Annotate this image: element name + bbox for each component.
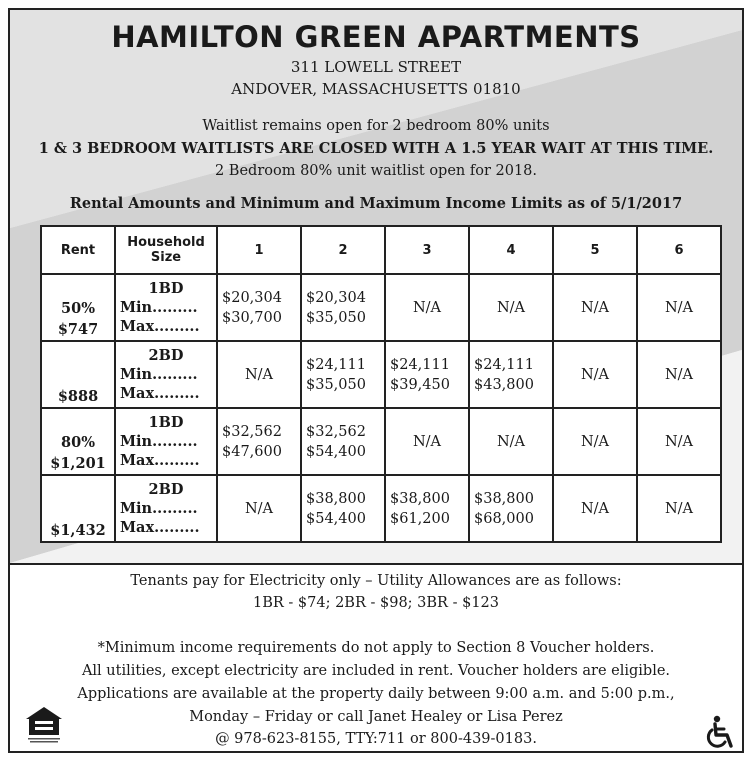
address-street: 311 LOWELL STREET: [290, 58, 462, 76]
na-cell: N/A: [385, 274, 469, 341]
income-cell: [385, 341, 469, 408]
utility-note: Tenants pay for Electricity only – Utility Allowances are as follows:: [130, 573, 622, 589]
max-label: Max.........: [120, 519, 200, 536]
rent-cell: [41, 274, 115, 341]
max-income: $35,050: [306, 309, 366, 326]
rent-amount: $747: [57, 321, 99, 338]
min-income: $24,111: [474, 356, 534, 373]
flyer: [8, 8, 744, 753]
min-income: $24,111: [390, 356, 450, 373]
contact-phone: @ 978-623-8155, TTY:711 or 800-439-0183.: [215, 731, 537, 747]
rent-amount: $1,432: [50, 522, 106, 539]
rent-amount: $1,201: [50, 455, 106, 472]
income-cell: [301, 274, 385, 341]
min-income: $38,800: [306, 490, 366, 507]
max-income: $54,400: [306, 510, 366, 527]
footer-panel: [10, 565, 742, 751]
table-row: [41, 341, 721, 408]
max-income: $39,450: [390, 376, 450, 393]
utilities-included-note: All utilities, except electricity are included in rent. Voucher holders are eligible.: [81, 663, 671, 679]
min-label: Min.........: [120, 433, 198, 450]
na-cell: N/A: [637, 341, 721, 408]
min-label: Min.........: [120, 366, 198, 383]
bedroom-label: 1BD: [148, 414, 184, 431]
na-cell: N/A: [637, 274, 721, 341]
voucher-note: *Minimum income requirements do not apply to Section 8 Voucher holders.: [97, 640, 655, 656]
page-title: HAMILTON GREEN APARTMENTS: [111, 20, 641, 54]
table-row: [41, 408, 721, 475]
na-cell: N/A: [553, 408, 637, 475]
col-header-size-3: 3: [385, 226, 469, 274]
max-income: $61,200: [390, 510, 450, 527]
header-panel: [10, 10, 742, 565]
household-cell: [115, 341, 217, 408]
rent-cell: [41, 408, 115, 475]
household-cell: [115, 274, 217, 341]
table-heading: Rental Amounts and Minimum and Maximum Income Limits as of 5/1/2017: [69, 195, 683, 212]
max-income: $30,700: [222, 309, 282, 326]
rent-cell: [41, 475, 115, 542]
min-income: $32,562: [306, 423, 366, 440]
wheelchair-accessible-icon: [703, 715, 739, 751]
income-cell: [301, 475, 385, 542]
waitlist-2018-note: 2 Bedroom 80% unit waitlist open for 2018.: [214, 163, 538, 179]
rent-amount: $888: [57, 388, 99, 405]
na-cell: N/A: [637, 408, 721, 475]
max-income: $54,400: [306, 443, 366, 460]
applications-note: Applications are available at the property daily between 9:00 a.m. and 5:00 p.m.,: [77, 686, 675, 702]
min-income: $38,800: [390, 490, 450, 507]
col-header-rent: Rent: [41, 226, 115, 274]
income-cell: [301, 408, 385, 475]
contact-names: Monday – Friday or call Janet Healey or Lisa Perez: [189, 709, 563, 725]
equal-housing-opportunity-icon: [24, 705, 64, 745]
household-cell: [115, 475, 217, 542]
col-header-size-5: 5: [553, 226, 637, 274]
col-header-size-1: 1: [217, 226, 301, 274]
max-income: $47,600: [222, 443, 282, 460]
income-cell: [469, 341, 553, 408]
rent-percent: 50%: [61, 300, 95, 317]
na-cell: N/A: [553, 341, 637, 408]
max-label: Max.........: [120, 318, 200, 335]
min-income: $20,304: [306, 289, 366, 306]
table-header-row: [41, 226, 721, 274]
address-city: ANDOVER, MASSACHUSETTS 01810: [231, 80, 521, 98]
waitlist-closed-note: 1 & 3 BEDROOM WAITLISTS ARE CLOSED WITH A 1.5 YEAR WAIT AT THIS TIME.: [38, 140, 714, 157]
min-income: $24,111: [306, 356, 366, 373]
na-cell: N/A: [469, 274, 553, 341]
table-row: [41, 475, 721, 542]
na-cell: N/A: [385, 408, 469, 475]
max-label: Max.........: [120, 385, 200, 402]
col-header-size-4: 4: [469, 226, 553, 274]
income-cell: [301, 341, 385, 408]
rent-cell: [41, 341, 115, 408]
table-row: [41, 274, 721, 341]
waitlist-open-note: Waitlist remains open for 2 bedroom 80% units: [202, 118, 550, 134]
na-cell: N/A: [217, 341, 301, 408]
min-label: Min.........: [120, 299, 198, 316]
income-cell: [385, 475, 469, 542]
bedroom-label: 2BD: [148, 347, 184, 364]
bedroom-label: 2BD: [148, 481, 184, 498]
rent-income-table: [40, 225, 722, 543]
income-cell: [217, 408, 301, 475]
min-income: $32,562: [222, 423, 282, 440]
col-header-size-6: 6: [637, 226, 721, 274]
col-header-size-2: 2: [301, 226, 385, 274]
utility-allowances: 1BR - $74; 2BR - $98; 3BR - $123: [253, 595, 499, 611]
na-cell: N/A: [469, 408, 553, 475]
max-income: $43,800: [474, 376, 534, 393]
col-header-household-size: Household Size: [115, 226, 217, 274]
max-income: $35,050: [306, 376, 366, 393]
rent-percent: 80%: [61, 434, 95, 451]
bedroom-label: 1BD: [148, 280, 184, 297]
max-income: $68,000: [474, 510, 534, 527]
min-label: Min.........: [120, 500, 198, 517]
household-cell: [115, 408, 217, 475]
min-income: $38,800: [474, 490, 534, 507]
na-cell: N/A: [553, 274, 637, 341]
na-cell: N/A: [553, 475, 637, 542]
na-cell: N/A: [217, 475, 301, 542]
max-label: Max.........: [120, 452, 200, 469]
min-income: $20,304: [222, 289, 282, 306]
na-cell: N/A: [637, 475, 721, 542]
income-cell: [469, 475, 553, 542]
income-cell: [217, 274, 301, 341]
